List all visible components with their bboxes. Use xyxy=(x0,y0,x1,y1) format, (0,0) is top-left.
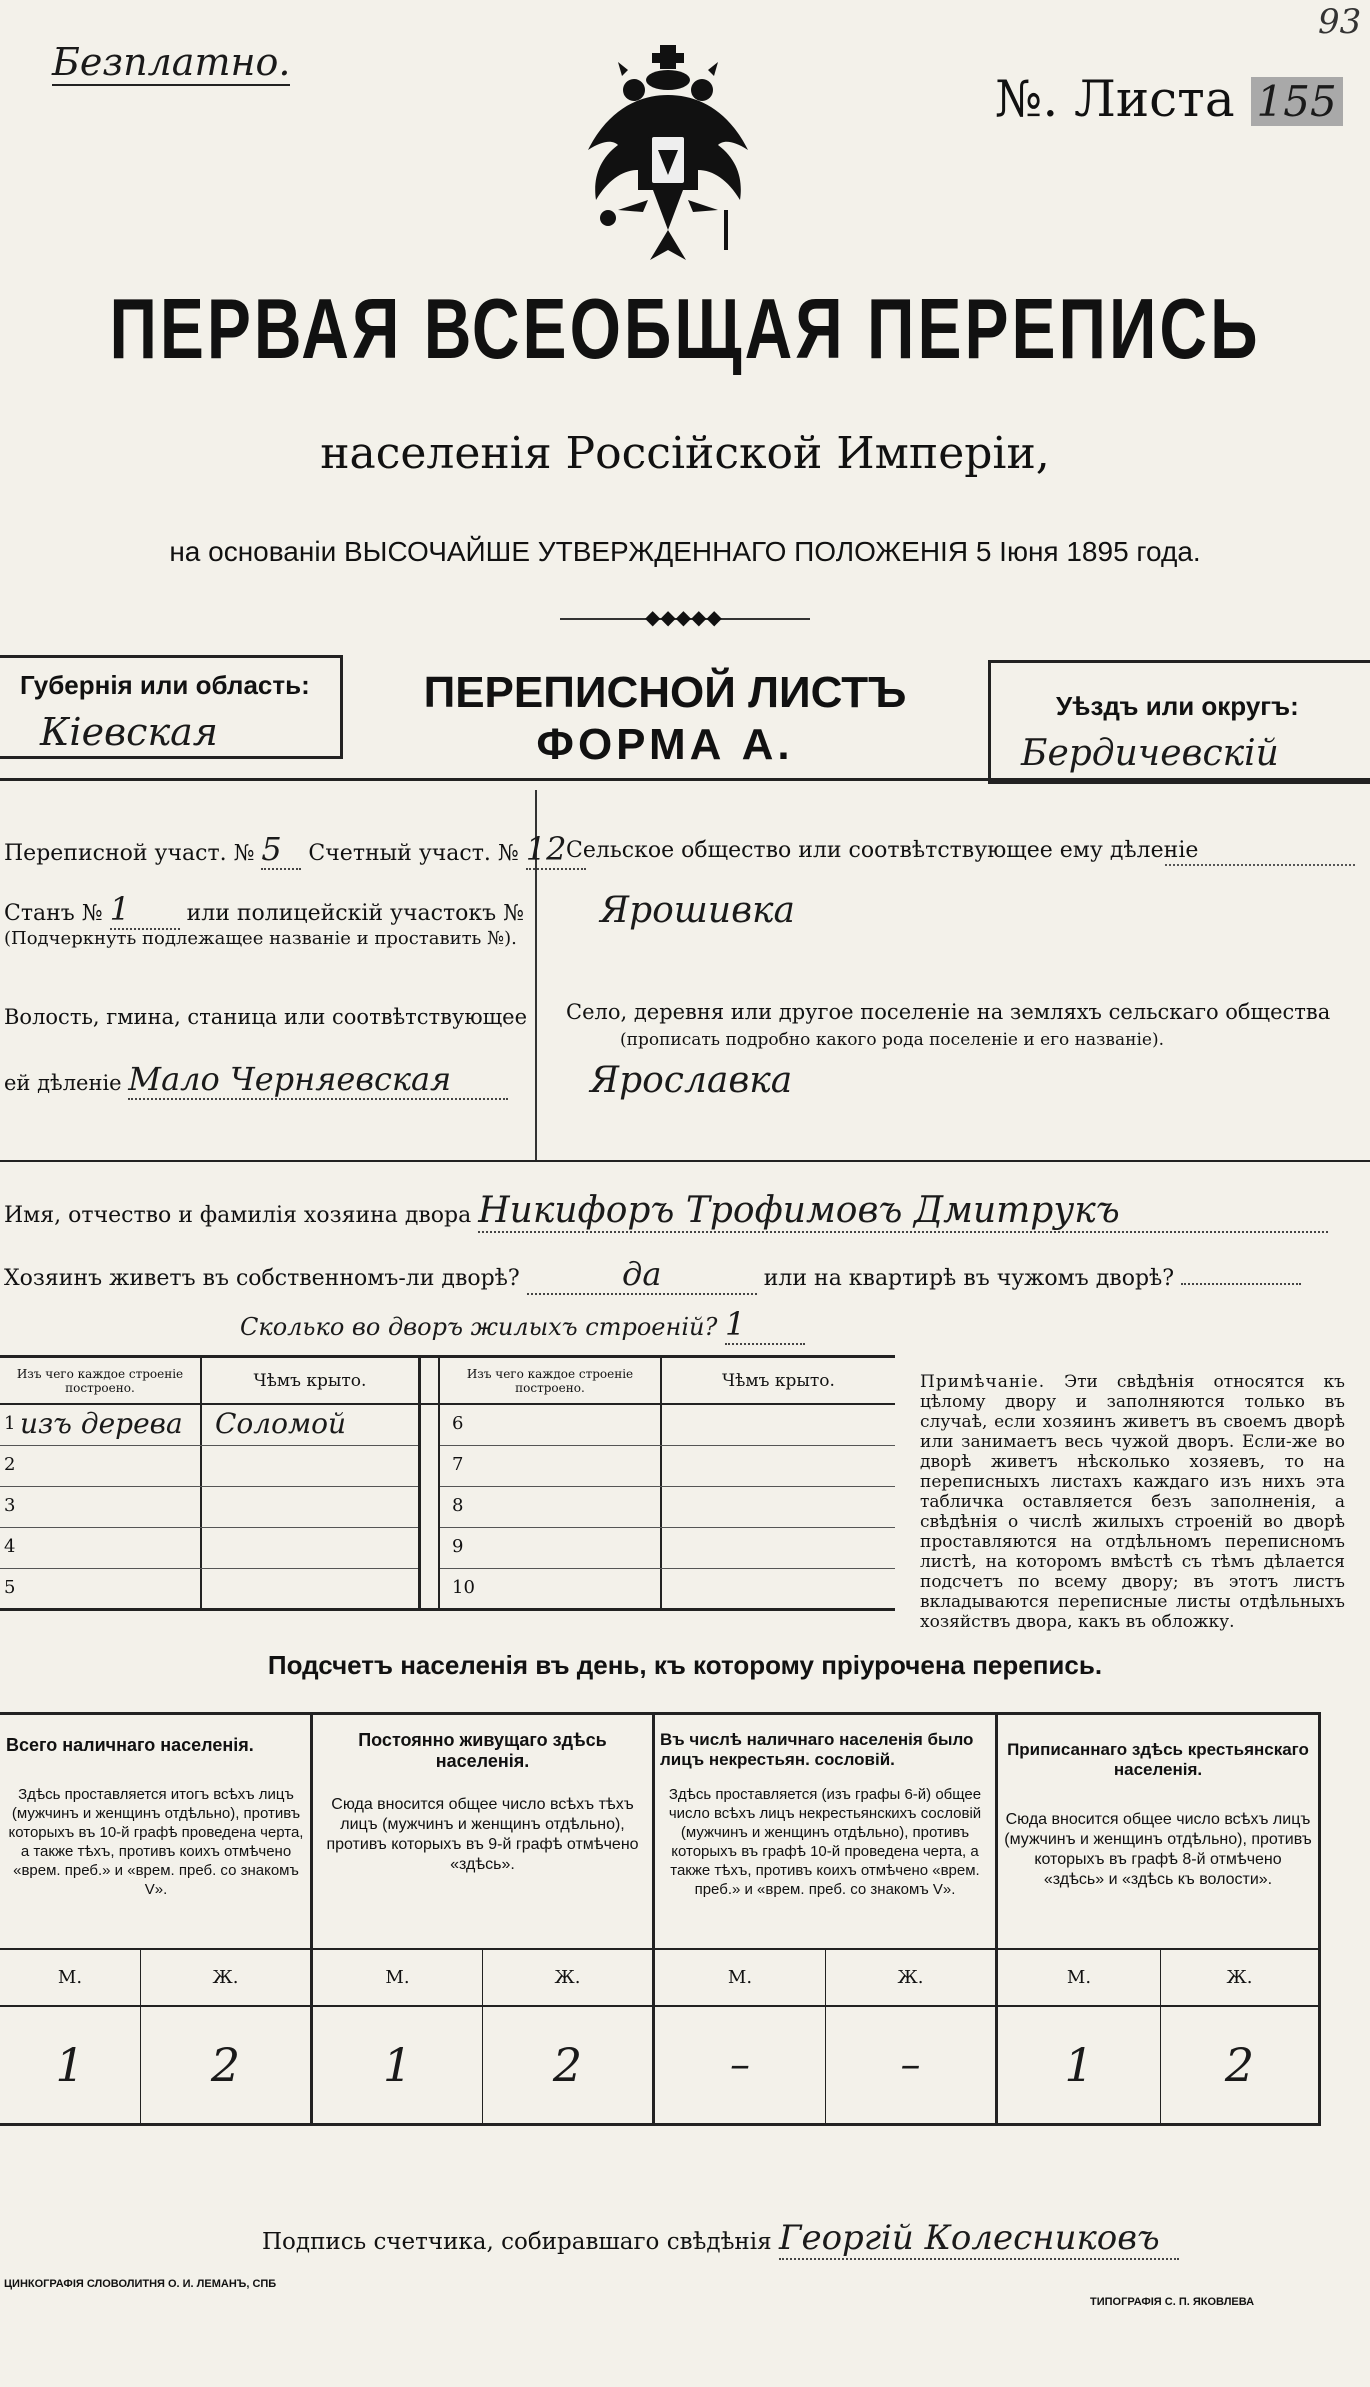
buildings-row xyxy=(240,1305,805,1345)
pop-col2-title: Постоянно живущаго здѣсь населенія. xyxy=(358,1730,607,1771)
pop-col3-f: – xyxy=(900,2042,921,2088)
pop-col1-desc: Здѣсь проставляется итогъ всѣхъ лицъ (мужчинъ и женщинъ отдѣльно), противъ которыхъ въ 10-й графѣ проведена черта, а также тѣхъ, противъ коихъ отмѣчено «врем. преб.» и «врем. преб. со знакомъ V». xyxy=(8,1786,304,1898)
ornament-center: ◆◆◆◆◆ xyxy=(645,605,722,629)
population-table xyxy=(0,1712,1321,2126)
owner-own-label: Хозяинъ живетъ въ собственномъ-ли дворѣ? xyxy=(4,1266,520,1291)
count-area-label: Счетный участ. № xyxy=(308,841,519,866)
volost-label-1: Волость, гмина, станица или соотвѣтствующее xyxy=(4,1005,528,1029)
table-row xyxy=(440,1569,895,1609)
table-row xyxy=(0,1405,418,1446)
count-area-value: 12 xyxy=(526,830,586,870)
pop-col2-f: 2 xyxy=(552,2038,583,2092)
buildings-value: 1 xyxy=(725,1305,805,1345)
row-number: 1 xyxy=(4,1413,16,1434)
census-area-value: 5 xyxy=(261,830,301,870)
form-title-1: ПЕРЕПИСНОЙ ЛИСТЪ xyxy=(423,668,907,717)
note-title: Примѣчаніе. xyxy=(920,1372,1046,1392)
row-roof: Соломой xyxy=(215,1407,347,1440)
row-number: 9 xyxy=(452,1536,464,1557)
uezd-value: Бердичевскій xyxy=(1021,733,1279,774)
row-number: 2 xyxy=(4,1454,16,1475)
printer-left: ЦИНКОГРАФІЯ СЛОВОЛИТНЯ О. И. ЛЕМАНЪ, СПБ xyxy=(4,2278,277,2290)
pop-col3-m: – xyxy=(730,2042,750,2088)
imperial-eagle-emblem xyxy=(568,40,768,270)
m-label: М. xyxy=(385,1967,410,1988)
owner-own-value: да xyxy=(527,1255,757,1295)
page-corner-number: 93 xyxy=(1318,2,1362,42)
pop-col2-desc: Сюда вносится общее число всѣхъ тѣхъ лицъ (мужчинъ и женщинъ отдѣльно), противъ которыхъ въ 9-й графѣ отмѣчено «здѣсь». xyxy=(326,1796,639,1873)
left-fields xyxy=(0,790,567,1160)
buildings-left-rows xyxy=(0,1405,418,1609)
stan-value: 1 xyxy=(110,890,180,930)
row-number: 3 xyxy=(4,1495,16,1516)
gubernia-box xyxy=(0,655,343,759)
volost-label-2: ей дѣленіе xyxy=(4,1071,122,1095)
m-label: М. xyxy=(57,1967,83,1988)
row-number: 8 xyxy=(452,1495,464,1516)
row-material: изъ дерева xyxy=(20,1407,183,1440)
row-number: 6 xyxy=(452,1413,464,1434)
pop-col4-m: 1 xyxy=(1064,2038,1094,2092)
signature-label: Подпись счетчика, собиравшаго свѣдѣнія xyxy=(262,2229,772,2255)
census-basis: на основаніи ВЫСОЧАЙШЕ УТВЕРЖДЕННАГО ПОЛОЖЕНІЯ 5 Іюня 1895 года. xyxy=(169,536,1201,567)
sheet-number-value: 155 xyxy=(1251,77,1343,126)
table-row xyxy=(0,1528,418,1569)
f-label: Ж. xyxy=(554,1967,581,1988)
table-row xyxy=(440,1487,895,1528)
table-row xyxy=(0,1569,418,1609)
form-title-2: ФОРМА А. xyxy=(536,720,794,769)
rule-below-fields xyxy=(0,1160,1370,1162)
underline-note: (Подчеркнуть подлежащее названіе и проставить №). xyxy=(4,928,517,949)
pop-col1-title: Всего наличнаго населенія. xyxy=(6,1735,254,1755)
stan-label: Станъ № xyxy=(4,901,103,926)
pop-col1-f: 2 xyxy=(210,2038,241,2092)
rule-below-header xyxy=(0,778,1370,781)
free-label: Безплатно. xyxy=(52,40,291,84)
f-label: Ж. xyxy=(1226,1967,1253,1988)
note-block xyxy=(920,1372,1345,1632)
society-label: Сельское общество или соотвѣтствующее ему дѣленіе xyxy=(566,838,1199,863)
signature-value: Георгій Колесниковъ xyxy=(779,2218,1179,2260)
owner-own-row xyxy=(4,1255,1301,1295)
table-row xyxy=(440,1446,895,1487)
census-area-label: Переписной участ. № xyxy=(4,841,255,866)
buildings-label: Сколько во дворъ жилыхъ строеній? xyxy=(240,1313,718,1341)
col-roof-right: Чѣмъ крыто. xyxy=(722,1370,835,1391)
row-number: 5 xyxy=(4,1577,16,1598)
society-value: Ярошивка xyxy=(600,890,795,931)
table-row xyxy=(440,1405,895,1446)
pop-col2-m: 1 xyxy=(382,2038,413,2092)
volost-value: Мало Черняевская xyxy=(128,1060,508,1100)
signature-row xyxy=(262,2218,1179,2260)
population-heading: Подсчетъ населенія въ день, къ которому пріурочена перепись. xyxy=(267,1650,1103,1680)
f-label: Ж. xyxy=(212,1967,239,1988)
pop-col4-desc: Сюда вносится общее число всѣхъ лицъ (мужчинъ и женщинъ отдѣльно), противъ которыхъ въ графѣ 8-й отмѣчено «здѣсь» и «здѣсь къ волости». xyxy=(1004,1811,1312,1888)
m-label: М. xyxy=(727,1967,753,1988)
row-number: 10 xyxy=(452,1577,475,1598)
uezd-box xyxy=(988,660,1370,784)
pop-col3-desc: Здѣсь проставляется (изъ графы 6-й) общее число всѣхъ лицъ некрестьянскихъ сословій (мужчинъ и женщинъ отдѣльно), противъ которыхъ въ графѣ 10-й проведена черта, а также тѣхъ, противъ коихъ отмѣчено «врем. преб.» и «врем. преб. со знакомъ V». xyxy=(668,1786,982,1898)
table-row xyxy=(0,1446,418,1487)
sheet-number xyxy=(995,70,1343,128)
pop-col3-title: Въ числѣ наличнаго населенія было лицъ некрестьян. сословій. xyxy=(660,1730,974,1769)
police-label: или полицейскій участокъ № xyxy=(186,901,524,926)
right-fields xyxy=(560,790,1370,1160)
village-label: Село, деревня или другое поселеніе на земляхъ сельскаго общества xyxy=(566,1000,1331,1024)
buildings-right-rows xyxy=(440,1405,895,1609)
m-label: М. xyxy=(1066,1967,1092,1988)
note-text: Эти свѣдѣнія относятся къ цѣлому двору и заполняются только въ случаѣ, если хозяинъ живетъ въ своемъ дворѣ или занимаетъ весь чужой дворъ. Если-же во дворѣ живетъ нѣсколько хозяевъ, то на переписныхъ листахъ каждаго изъ нихъ эта табличка оставляется безъ заполненія, а свѣдѣнія о числѣ жилыхъ строеній во дворѣ проставляются на отдѣльномъ переписномъ листѣ, на которомъ вмѣстѣ съ тѣмъ дѣлается подсчетъ по всему двору; въ этотъ листъ вкладываются переписные листы отдѣльныхъ хозяйствъ двора, какъ въ обложку. xyxy=(920,1372,1345,1632)
pop-col4-f: 2 xyxy=(1224,2038,1255,2092)
col-roof-left: Чѣмъ крыто. xyxy=(253,1370,367,1391)
owner-name-row xyxy=(4,1190,1328,1233)
owner-rent-label: или на квартирѣ въ чужомъ дворѣ? xyxy=(763,1266,1175,1291)
f-label: Ж. xyxy=(897,1967,924,1988)
census-subtitle: населенія Россійской Имперіи, xyxy=(320,428,1050,479)
pop-col4-title: Приписаннаго здѣсь крестьянскаго населенія. xyxy=(1007,1740,1309,1779)
village-value: Ярославка xyxy=(590,1060,793,1101)
table-row xyxy=(0,1487,418,1528)
col-material-left: Изъ чего каждое строеніе построено. xyxy=(16,1366,184,1395)
pop-col1-m: 1 xyxy=(55,2038,85,2092)
owner-name-label: Имя, отчество и фамилія хозяина двора xyxy=(4,1203,472,1228)
buildings-table xyxy=(0,1355,895,1611)
uezd-label: Уѣздъ или округъ: xyxy=(1056,691,1299,721)
col-material-right: Изъ чего каждое строеніе построено. xyxy=(466,1366,634,1395)
census-title: ПЕРВАЯ ВСЕОБЩАЯ ПЕРЕПИСЬ xyxy=(109,279,1261,377)
owner-name-value: Никифоръ Трофимовъ Дмитрукъ xyxy=(478,1190,1328,1233)
table-row xyxy=(440,1528,895,1569)
village-note: (прописать подробно какого рода поселеніе и его названіе). xyxy=(620,1030,1164,1050)
sheet-number-label: №. Листа xyxy=(995,70,1235,128)
row-number: 7 xyxy=(452,1454,464,1475)
gubernia-label: Губернія или область: xyxy=(20,670,310,700)
gubernia-value: Кіевская xyxy=(40,710,218,754)
printer-right: ТИПОГРАФІЯ С. П. ЯКОВЛЕВА xyxy=(1090,2296,1255,2308)
row-number: 4 xyxy=(4,1536,16,1557)
